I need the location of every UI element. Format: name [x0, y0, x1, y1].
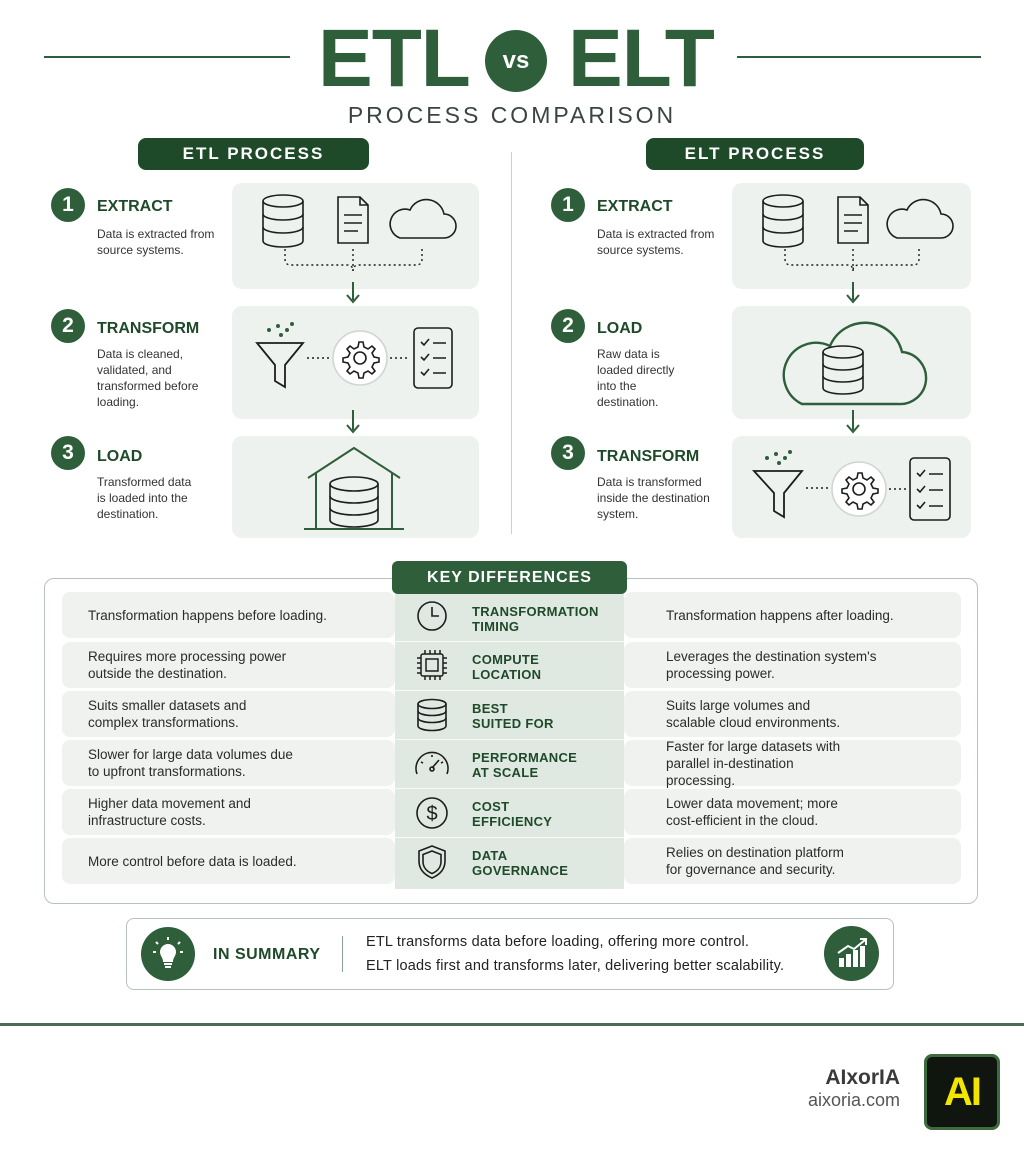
- database-icon: [330, 477, 378, 527]
- column-divider: [511, 152, 512, 534]
- summary-line-2: ELT loads first and transforms later, delivering better scalability.: [366, 958, 785, 974]
- gear-icon: [832, 462, 886, 516]
- kd-row-3-label: BEST SUITED FOR: [472, 701, 554, 731]
- vs-badge: vs: [485, 30, 547, 92]
- elt-extract-panel: [732, 183, 971, 289]
- cloud-icon: [887, 200, 953, 238]
- etl-step-3-title: LOAD: [97, 448, 143, 465]
- etl-step-2-title: TRANSFORM: [97, 320, 200, 337]
- kd-row-2-elt: Leverages the destination system's processing power.: [624, 642, 961, 688]
- kd-row-2-label: COMPUTE LOCATION: [472, 652, 542, 682]
- kd-row-1-elt: Transformation happens after loading.: [624, 592, 961, 638]
- kd-row-4-elt: Faster for large datasets with parallel in-destination processing.: [624, 740, 961, 786]
- funnel-icon: [257, 322, 303, 387]
- brand-name: AIxorIA: [825, 1066, 900, 1089]
- etl-step-1-title: EXTRACT: [97, 198, 173, 215]
- title-rule-right: [737, 56, 981, 58]
- elt-step-2-desc: Raw data is loaded directly into the destination.: [597, 347, 675, 409]
- etl-extract-panel: [232, 183, 479, 289]
- kd-row-6-etl: More control before data is loaded.: [62, 838, 395, 884]
- transform-illustration: [732, 436, 971, 538]
- title-etl: ETL: [318, 13, 470, 104]
- gear-icon: [333, 331, 387, 385]
- chip-icon: [410, 647, 454, 683]
- elt-step-1-title: EXTRACT: [597, 198, 673, 215]
- kd-row-4-label: PERFORMANCE AT SCALE: [472, 750, 578, 780]
- checklist-icon: [910, 458, 950, 520]
- elt-step-2-title: LOAD: [597, 320, 643, 337]
- kd-row-5-etl: Higher data movement and infrastructure costs.: [62, 789, 395, 835]
- kd-row-5-label: COST EFFICIENCY: [472, 799, 553, 829]
- etl-step-2-desc: Data is cleaned, validated, and transformed before loading.: [97, 347, 199, 409]
- etl-step-3-number: 3: [51, 436, 85, 470]
- growth-chart-icon: [824, 926, 879, 981]
- kd-row-2-etl: Requires more processing power outside the destination.: [62, 642, 395, 688]
- database-icon: [410, 696, 454, 734]
- kd-separator: [395, 788, 624, 789]
- warehouse-illustration: [232, 436, 479, 538]
- svg-text:$: $: [426, 803, 438, 825]
- etl-step-3-desc: Transformed data is loaded into the destination.: [97, 475, 192, 521]
- database-icon: [263, 195, 303, 247]
- arrow-down-icon: [843, 410, 863, 436]
- kd-row-4-etl: Slower for large data volumes due to upfront transformations.: [62, 740, 395, 786]
- funnel-icon: [754, 450, 802, 517]
- cloud-icon: [784, 323, 926, 404]
- etl-transform-panel: [232, 306, 479, 419]
- kd-row-3-elt: Suits large volumes and scalable cloud environments.: [624, 691, 961, 737]
- shield-icon: [410, 843, 454, 881]
- elt-transform-panel: [732, 436, 971, 538]
- kd-separator: [395, 739, 624, 740]
- elt-step-3-desc: Data is transformed inside the destination system.: [597, 475, 710, 521]
- transform-illustration: [232, 306, 479, 419]
- kd-row-1-etl: Transformation happens before loading.: [62, 592, 395, 638]
- footer-rule: [0, 1023, 1024, 1026]
- dollar-icon: [410, 795, 454, 831]
- file-icon: [338, 197, 368, 243]
- arrow-down-icon: [843, 282, 863, 306]
- etl-load-panel: [232, 436, 479, 538]
- checklist-icon: [414, 328, 452, 388]
- elt-step-3-title: TRANSFORM: [597, 448, 700, 465]
- summary-label: IN SUMMARY: [213, 946, 321, 963]
- etl-step-1-number: 1: [51, 188, 85, 222]
- elt-load-panel: [732, 306, 971, 419]
- page-subtitle: PROCESS COMPARISON: [347, 102, 677, 128]
- clock-icon: [410, 598, 454, 634]
- cloud-destination-illustration: [732, 306, 971, 419]
- kd-row-3-etl: Suits smaller datasets and complex transformations.: [62, 691, 395, 737]
- title-rule-left: [44, 56, 290, 58]
- etl-step-1-desc: Data is extracted from source systems.: [97, 227, 215, 257]
- kd-row-6-elt: Relies on destination platform for governance and security.: [624, 838, 961, 884]
- etl-step-2-number: 2: [51, 309, 85, 343]
- kd-separator: [395, 690, 624, 691]
- kd-separator: [395, 837, 624, 838]
- elt-step-3-number: 3: [551, 436, 585, 470]
- database-icon: [823, 346, 863, 394]
- elt-step-1-number: 1: [551, 188, 585, 222]
- key-differences-title: KEY DIFFERENCES: [392, 561, 627, 594]
- database-icon: [763, 195, 803, 247]
- summary-line-1: ETL transforms data before loading, offering more control.: [366, 934, 750, 950]
- kd-separator: [395, 641, 624, 642]
- brand-url: aixoria.com: [807, 1090, 900, 1110]
- elt-step-2-number: 2: [551, 309, 585, 343]
- summary-divider: [342, 936, 343, 972]
- elt-process-title: ELT PROCESS: [646, 138, 864, 170]
- gauge-icon: [410, 746, 454, 782]
- etl-process-title: ETL PROCESS: [138, 138, 369, 170]
- kd-row-1-label: TRANSFORMATION TIMING: [472, 604, 599, 634]
- arrow-down-icon: [343, 410, 363, 436]
- title-elt: ELT: [568, 13, 714, 104]
- arrow-down-icon: [343, 282, 363, 306]
- file-icon: [838, 197, 868, 243]
- cloud-icon: [390, 200, 456, 238]
- kd-row-6-label: DATA GOVERNANCE: [472, 848, 569, 878]
- kd-row-5-elt: Lower data movement; more cost-efficient in the cloud.: [624, 789, 961, 835]
- lightbulb-icon: [141, 927, 195, 981]
- warehouse-icon: [304, 448, 404, 529]
- elt-step-1-desc: Data is extracted from source systems.: [597, 227, 715, 257]
- brand-logo: AI: [924, 1054, 1000, 1130]
